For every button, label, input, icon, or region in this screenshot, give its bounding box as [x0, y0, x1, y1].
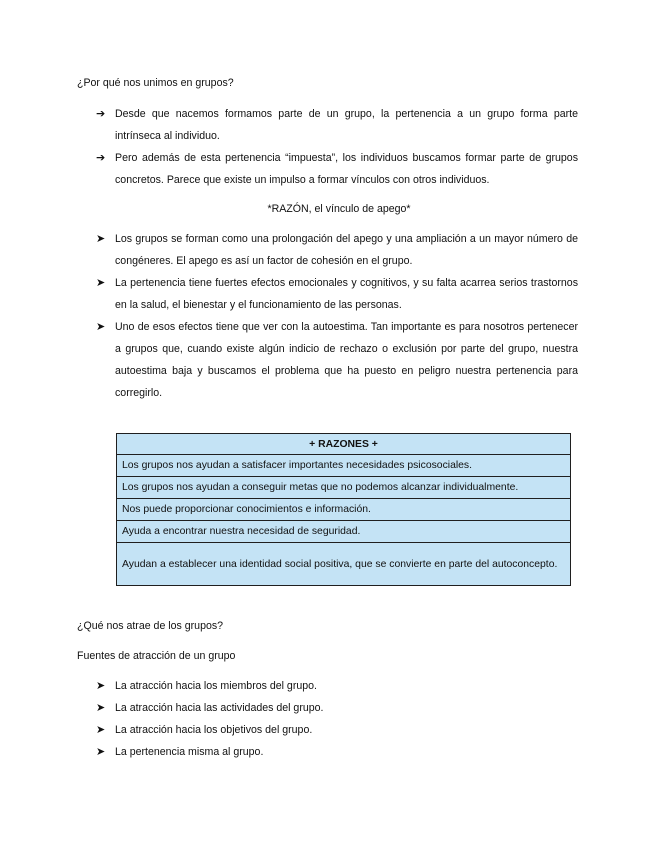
- section-heading-attraction: ¿Qué nos atrae de los grupos?: [77, 620, 224, 632]
- arrow-bullet-icon: ➔: [96, 152, 106, 164]
- list-item-text: Desde que nacemos formamos parte de un grupo, la pertenencia a un grupo forma parte intrínseca al individuo.: [115, 108, 578, 142]
- table-cell: Ayuda a encontrar nuestra necesidad de seguridad.: [117, 521, 571, 543]
- list-item: [96, 316, 578, 404]
- list-item-text: La atracción hacia los objetivos del grupo.: [115, 724, 313, 736]
- list-item: [96, 675, 578, 697]
- table-row: [117, 477, 571, 499]
- table-cell: Los grupos nos ayudan a conseguir metas que no podemos alcanzar individualmente.: [117, 477, 571, 499]
- list-item-text: La atracción hacia las actividades del grupo.: [115, 702, 324, 714]
- razones-table: [116, 433, 571, 586]
- section-subheading-sources: Fuentes de atracción de un grupo: [77, 650, 236, 662]
- list-item: [96, 272, 578, 316]
- chevron-bullet-icon: ➤: [96, 724, 106, 736]
- table-header: + RAZONES +: [117, 434, 571, 455]
- arrow-list: [96, 103, 578, 191]
- list-item: [96, 741, 578, 763]
- list-item-text: Uno de esos efectos tiene que ver con la autoestima. Tan importante es para nosotros pertenecer a grupos que, cuando existe algún indicio de rechazo o exclusión por parte del grupo, nuestra autoestima baja y buscamos el problema que ha puesto en peligro nuestra pertenencia para corregirlo.: [115, 321, 578, 399]
- list-item-text: La atracción hacia los miembros del grupo.: [115, 680, 317, 692]
- chevron-bullet-icon: ➤: [96, 321, 106, 333]
- chevron-bullet-icon: ➤: [96, 702, 106, 714]
- table-cell: Los grupos nos ayudan a satisfacer importantes necesidades psicosociales.: [117, 455, 571, 477]
- chevron-bullet-icon: ➤: [96, 233, 106, 245]
- arrow-bullet-icon: ➔: [96, 108, 106, 120]
- table-row: [117, 543, 571, 586]
- list-item: [96, 228, 578, 272]
- table-row: [117, 521, 571, 543]
- list-item: [96, 147, 578, 191]
- chevron-list: [96, 228, 578, 404]
- chevron-bullet-icon: ➤: [96, 277, 106, 289]
- table-cell: Nos puede proporcionar conocimientos e información.: [117, 499, 571, 521]
- list-item: [96, 697, 578, 719]
- chevron-bullet-icon: ➤: [96, 746, 106, 758]
- list-item-text: La pertenencia misma al grupo.: [115, 746, 264, 758]
- list-item: [96, 719, 578, 741]
- reason-note: *RAZÓN, el vínculo de apego*: [267, 203, 411, 215]
- chevron-bullet-icon: ➤: [96, 680, 106, 692]
- list-item-text: Pero además de esta pertenencia “impuesta”, los individuos buscamos formar parte de grupos concretos. Parece que existe un impulso a formar vínculos con otros individuos.: [115, 152, 578, 186]
- list-item: [96, 103, 578, 147]
- table-header-row: [117, 434, 571, 455]
- table-row: [117, 455, 571, 477]
- table-cell: Ayudan a establecer una identidad social positiva, que se convierte en parte del autoconcepto.: [117, 543, 571, 586]
- list-item-text: Los grupos se forman como una prolongación del apego y una ampliación a un mayor número de congéneres. El apego es así un factor de cohesión en el grupo.: [115, 233, 578, 267]
- table-row: [117, 499, 571, 521]
- section-heading-why-groups: ¿Por qué nos unimos en grupos?: [77, 77, 234, 89]
- attraction-list: [96, 675, 578, 763]
- list-item-text: La pertenencia tiene fuertes efectos emocionales y cognitivos, y su falta acarrea serios trastornos en la salud, el bienestar y el funcionamiento de las personas.: [115, 277, 578, 311]
